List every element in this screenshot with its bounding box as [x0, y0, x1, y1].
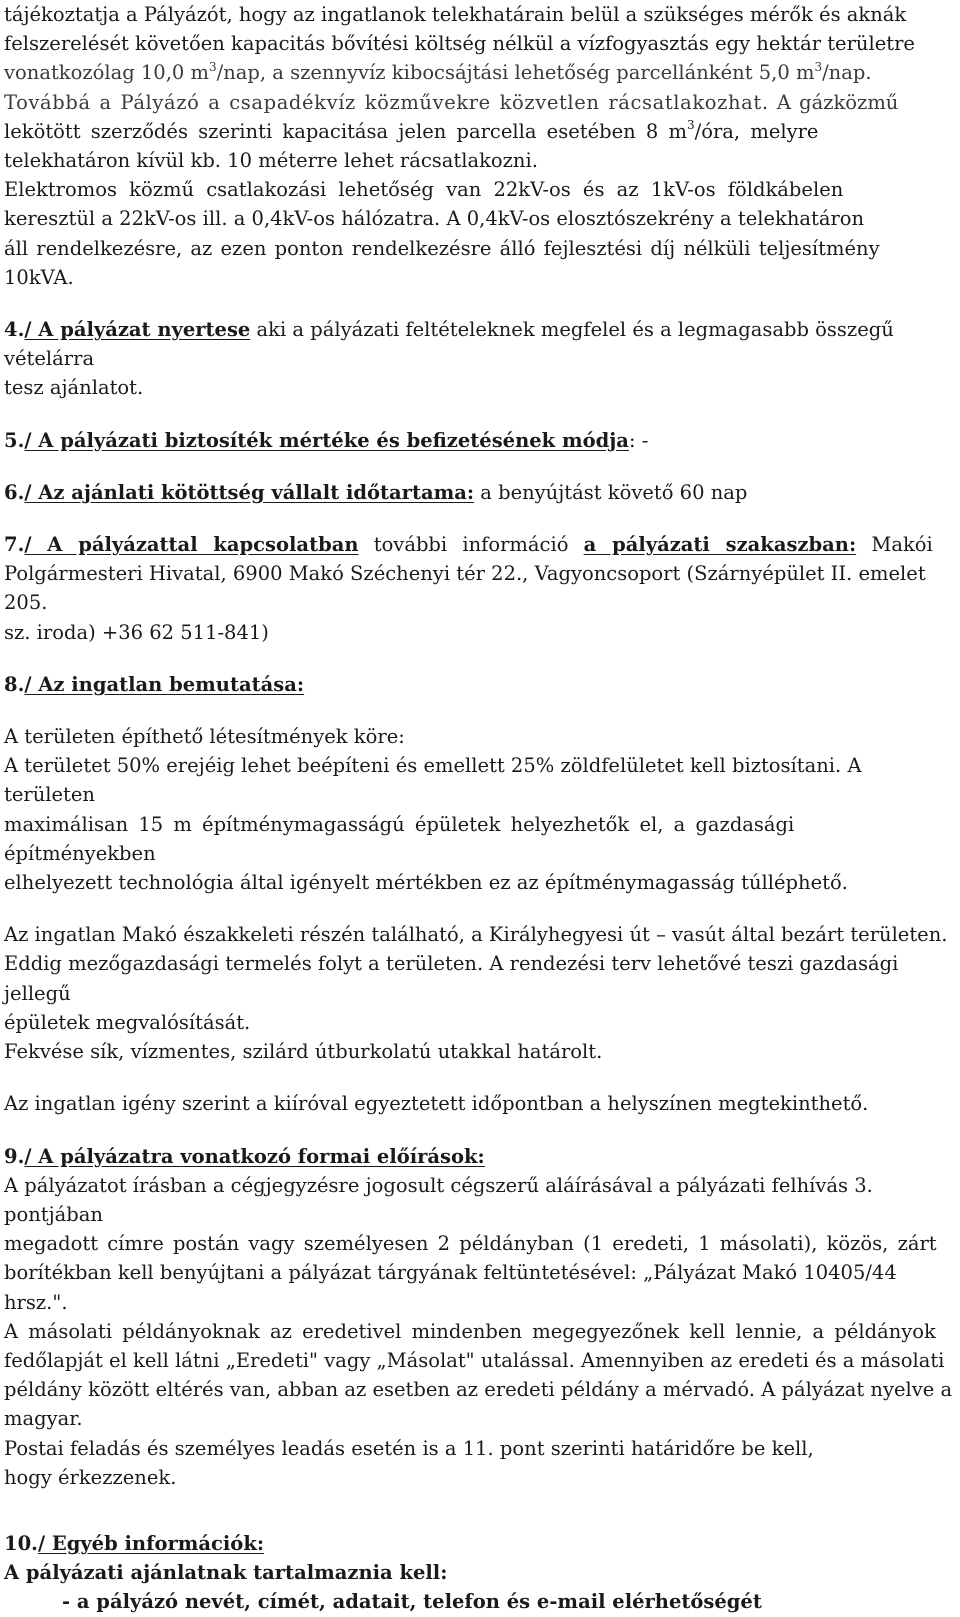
section-9-line-4: A másolati példányoknak az eredetivel mindenben megegyezőnek kell lennie, a példányok [4, 1319, 936, 1343]
intro-line-2: felszerelését követően kapacitás bővítési költség nélkül a vízfogyasztás egy hektár területre [4, 32, 915, 56]
intro-line-3: vonatkozólag 10,0 $m^3$/nap, a szennyvíz kibocsájtási lehetőség parcellánként 5,0 $m^3$/nap. [4, 59, 872, 85]
section-8-line-9: Az ingatlan igény szerint a kiíróval egyeztetett időpontban a helyszínen megtekinthető. [4, 1092, 869, 1116]
section-9-line-6: példány között eltérés van, abban az esetben az eredeti példány a mérvadó. A pályázat nyelve a [4, 1378, 953, 1402]
section-9-line-5: fedőlapját el kell látni „Eredeti" vagy „Másolat" utalással. Amennyiben az eredeti és a másolati [4, 1348, 945, 1372]
section-4 [4, 315, 954, 403]
intro-line-6: telekhatáron kívül kb. 10 méterre lehet rácsatlakozni. [4, 149, 538, 173]
section-9-line-9: hogy érkezzenek. [4, 1465, 177, 1489]
section-8-line-1: A területen építhető létesítmények köre: [4, 725, 405, 749]
intro-line-5: lekötött szerződés szerinti kapacitása jelen parcella esetében 8 $m^3$/óra, melyre [4, 118, 819, 143]
intro-line-8: keresztül a 22kV-os ill. a 0,4kV-os hálózatra. A 0,4kV-os elosztószekrény a telekhatáron [4, 207, 865, 231]
intro-line-4: Továbbá a Pályázó a csapadékvíz közművekre közvetlen rácsatlakozhat. A gázközmű [4, 90, 899, 114]
section-8-line-3: maximálisan 15 m építménymagasságú épületek helyezhetők el, a gazdasági építményekben [4, 812, 795, 865]
section-9-line-3: borítékban kell benyújtani a pályázat tárgyának feltüntetésével: „Pályázat Makó 10405/44 hrsz.". [4, 1261, 897, 1314]
section-9-line-2: megadott címre postán vagy személyesen 2 példányban (1 eredeti, 1 másolati), közös, zárt [4, 1232, 937, 1256]
intro-line-7: Elektromos közmű csatlakozási lehetőség van 22kV-os és az 1kV-os földkábelen [4, 178, 844, 202]
section-9-heading: 9./ A pályázatra vonatkozó formai előírások: [4, 1144, 485, 1168]
section-8-line-5: Az ingatlan Makó északkeleti részén található, a Királyhegyesi út – vasút által bezárt területen. [4, 923, 948, 947]
section-10-line-1: A pályázati ajánlatnak tartalmaznia kell: [4, 1561, 448, 1585]
section-7-line-1: 7./ A pályázattal kapcsolatban további információ a pályázati szakaszban: Makói [4, 533, 933, 557]
section-9-line-1: A pályázatot írásban a cégjegyzésre jogosult cégszerű aláírásával a pályázati felhívás 3. pontjában [4, 1173, 873, 1226]
section-10 [4, 1529, 954, 1617]
intro-line-10: 10kVA. [4, 265, 74, 289]
intro-paragraph [4, 0, 954, 292]
section-8-line-7: épületek megvalósítását. [4, 1010, 251, 1034]
section-7-line-3: sz. iroda) +36 62 511-841) [4, 620, 269, 644]
section-8-heading: 8./ Az ingatlan bemutatása: [4, 672, 305, 696]
section-4-line-1: 4./ A pályázat nyertese aki a pályázati feltételeknek megfelel és a legmagasabb összegű vételárra [4, 318, 894, 371]
section-8-line-6: Eddig mezőgazdasági termelés folyt a területen. A rendezési terv lehetővé teszi gazdasági jellegű [4, 952, 899, 1005]
section-9-line-7: magyar. [4, 1407, 83, 1431]
section-8-line-2: A területet 50% erejéig lehet beépíteni és emellett 25% zöldfelületet kell biztosítani. A területen [4, 754, 862, 807]
section-7 [4, 530, 954, 647]
section-10-line-2: - a pályázó nevét, címét, adatait, telefon és e-mail elérhetőségét [62, 1590, 762, 1614]
section-10-heading: 10./ Egyéb információk: [4, 1531, 265, 1555]
section-7-line-2: Polgármesteri Hivatal, 6900 Makó Széchenyi tér 22., Vagyoncsoport (Szárnyépület II. emelet 205. [4, 562, 926, 615]
section-8 [4, 670, 954, 1119]
section-9 [4, 1142, 954, 1492]
section-6: 6./ Az ajánlati kötöttség vállalt időtartama: a benyújtást követő 60 nap [4, 480, 748, 504]
section-4-line-2: tesz ajánlatot. [4, 376, 144, 400]
section-8-line-8: Fekvése sík, vízmentes, szilárd útburkolatú utakkal határolt. [4, 1040, 603, 1064]
intro-line-1: tájékoztatja a Pályázót, hogy az ingatlanok telekhatárain belül a szükséges mérők és aknák [4, 3, 907, 26]
intro-line-9: áll rendelkezésre, az ezen ponton rendelkezésre álló fejlesztési díj nélküli teljesítmény [4, 236, 880, 260]
section-9-line-8: Postai feladás és személyes leadás esetén is a 11. pont szerinti határidőre be kell, [4, 1436, 814, 1460]
section-5: 5./ A pályázati biztosíték mértéke és befizetésének módja: - [4, 428, 649, 452]
section-8-line-4: elhelyezett technológia által igényelt mértékben ez az építménymagasság túlléphető. [4, 871, 848, 895]
